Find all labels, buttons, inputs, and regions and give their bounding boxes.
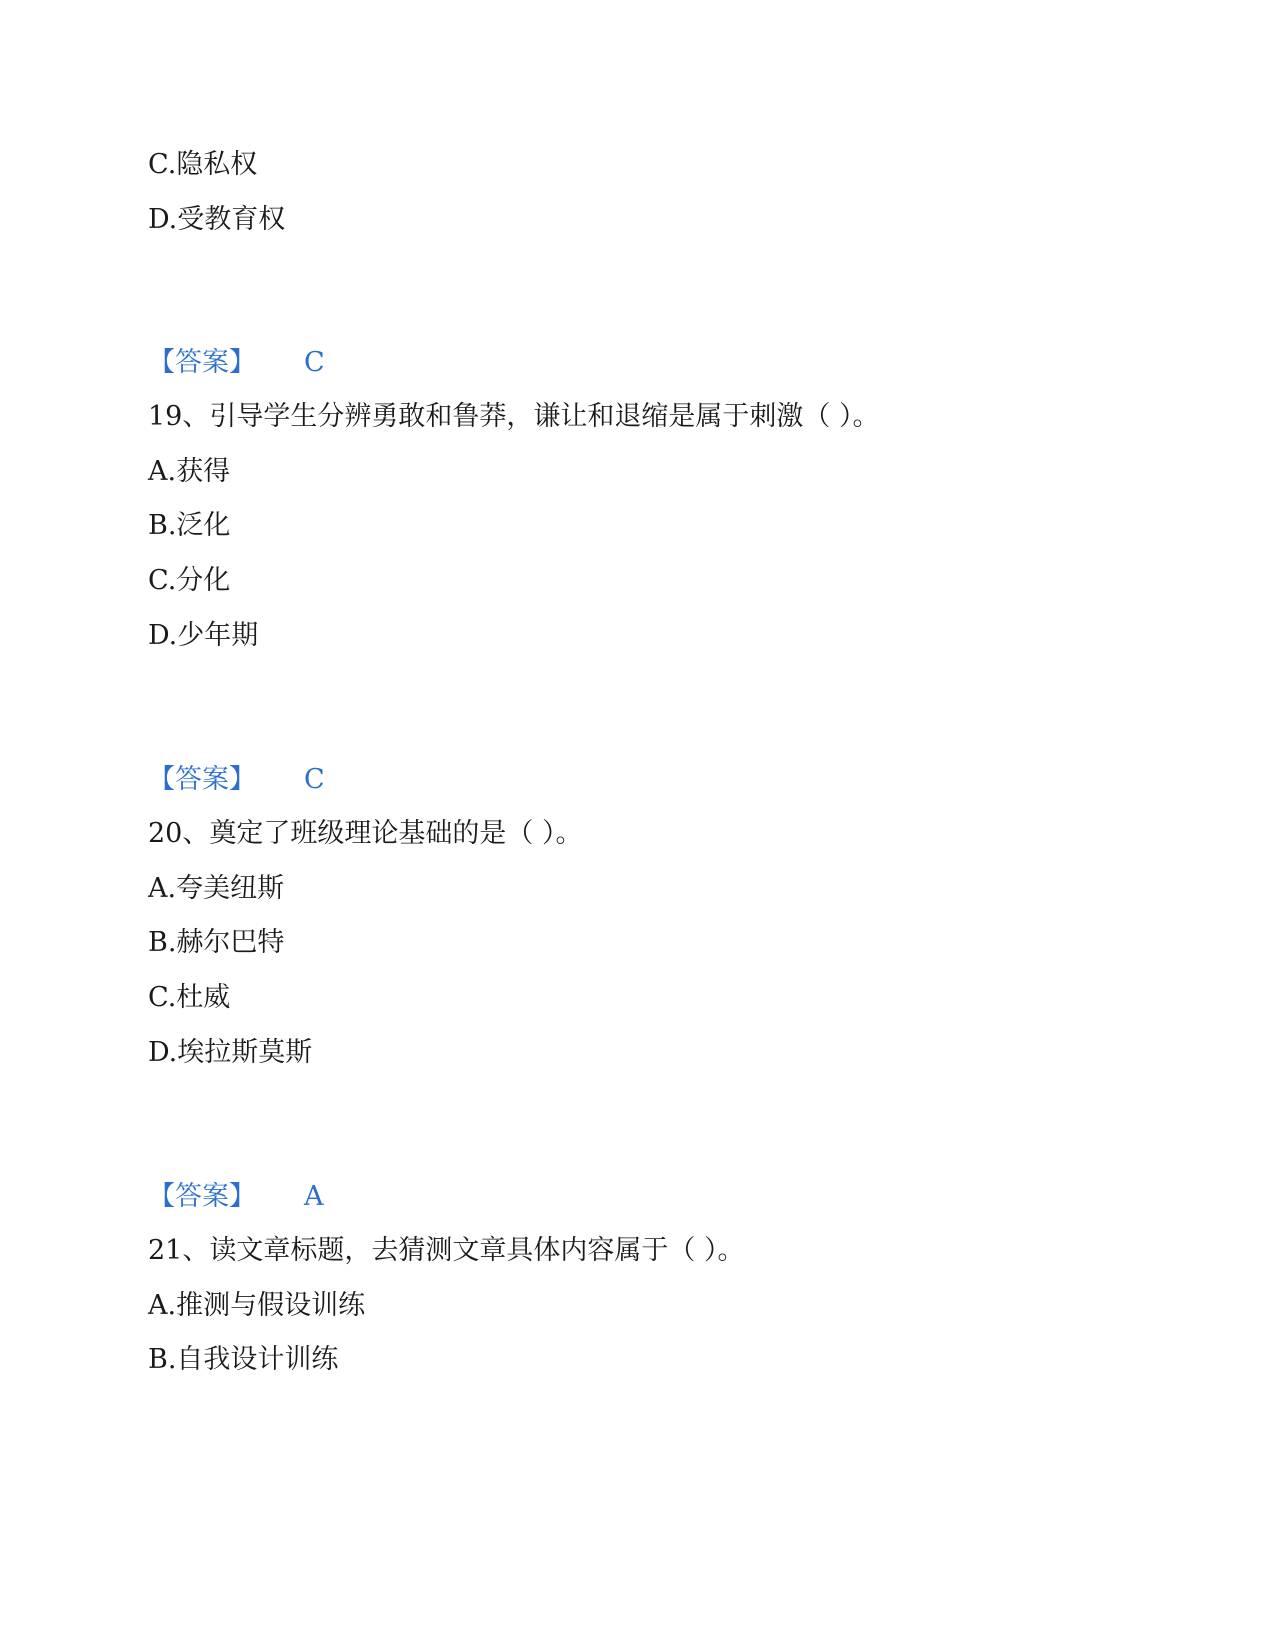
answer-value: C bbox=[304, 764, 325, 795]
option-line: B.泛化 bbox=[148, 510, 231, 541]
question-stem: 20、奠定了班级理论基础的是（ ）。 bbox=[148, 818, 583, 849]
question-stem: 21、读文章标题，去猜测文章具体内容属于（ ）。 bbox=[148, 1235, 745, 1266]
option-line: B.自我设计训练 bbox=[148, 1344, 339, 1375]
answer-value: A bbox=[304, 1181, 324, 1212]
answer-label: 【答案】 bbox=[148, 764, 256, 795]
option-line: D.少年期 bbox=[148, 620, 259, 651]
option-line: C.杜威 bbox=[148, 982, 231, 1013]
option-line: D.受教育权 bbox=[148, 204, 286, 235]
option-line: C.隐私权 bbox=[148, 149, 258, 180]
option-line: A.夸美纽斯 bbox=[148, 873, 285, 904]
answer-line bbox=[148, 1180, 324, 1214]
answer-value: C bbox=[304, 347, 325, 378]
question-stem: 19、引导学生分辨勇敢和鲁莽，谦让和退缩是属于刺激（ ）。 bbox=[148, 401, 880, 432]
answer-line bbox=[148, 346, 325, 380]
option-line: B.赫尔巴特 bbox=[148, 927, 285, 958]
option-line: C.分化 bbox=[148, 565, 231, 596]
answer-label: 【答案】 bbox=[148, 347, 256, 378]
option-line: A.获得 bbox=[148, 456, 231, 487]
answer-label: 【答案】 bbox=[148, 1181, 256, 1212]
option-line: D.埃拉斯莫斯 bbox=[148, 1037, 313, 1068]
answer-line bbox=[148, 763, 325, 797]
option-line: A.推测与假设训练 bbox=[148, 1290, 366, 1321]
